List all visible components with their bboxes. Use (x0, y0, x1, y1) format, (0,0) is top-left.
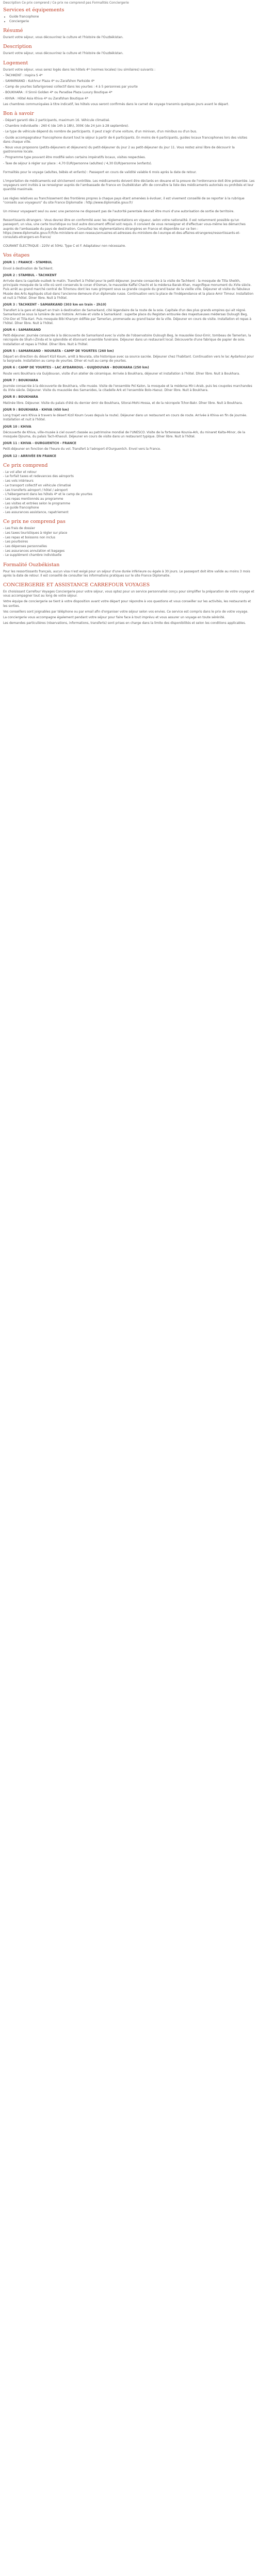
list-item: • Conciergerie (9, 20, 255, 24)
formalities-text: Formalités pour le voyage (adultes, bébés et enfants) : Passeport en cours de validité valable 6 mois après la date de retour. (3, 170, 197, 174)
day-title: JOUR 5 : SAMARKAND - NOURATA - CAMP DE YOURTES (260 km) (3, 349, 114, 353)
list-item: - L'hébergement dans les hôtels 4* et le camp de yourtes (3, 493, 255, 497)
prix-ne-comprend-list (3, 527, 255, 557)
prix-comprend-list (3, 470, 255, 515)
day-text: Arrivée dans la capitale ouzbek le matin. Transfert à l'hôtel pour le petit déjeuner. Journée consacrée à la visite de Tachkent : la mosquée de Tilla Sheikh, principale mosquée de la ville où sont conservés le coran d'Osman, le mausolée Kaffal Chachi et la médersa Barak-Khan, magnifique monument du XVIe siècle. Puis arrêt au grand marché central de Tchorsou dont les rues grimpent sous sa grande coupole du grand bazar de la vieille ville. Déjeuner et visite du fabuleux Musée des Arts Appliqués situé dans l'ancienne demeure d'un diplomate russe. Continuation vers la place de l'Indépendance et la place Amir Timour. Installation et nuit à l'hôtel. Diner libre. Nuit à l'hôtel. (3, 279, 254, 300)
info-line: - Taxe de séjour à régler sur place : 4,70 EUR/personne (adultes) / 4,30 EUR/personne (enfants). (3, 161, 152, 165)
conciergerie-heading: CONCIERGERIE ET ASSISTANCE CARREFOUR VOYAGES (3, 582, 150, 588)
day-title: JOUR 7 : BOUKHARA (3, 378, 38, 382)
prix-comprend-heading: Ce prix comprend (3, 462, 48, 468)
prix-ne-comprend-heading: Ce prix ne comprend pas (3, 519, 66, 525)
list-item: - Les repas mentionnés au programme (3, 497, 255, 501)
medication-text: L'importation de médicaments est strictement contrôlée. Les médicaments doivent être déclarés en douane et la preuve de l'ordonnance doit être présentée. Les voyageurs sont invités à se renseigner auprès de l'ambassade de France en Ouzbékistan afin de connaître la liste des médicaments autorisés ou prohibés et leur quantité maximale. (3, 179, 255, 192)
day-title: JOUR 4 : SAMARKAND (3, 328, 41, 332)
day-title: JOUR 10 : KHIVA (3, 425, 31, 429)
info-line: - Départ garanti dès 2 participants, maximum 16. Véhicule climatisé. (3, 118, 110, 122)
info-line: - Chambre individuelle : 260 € (de 14h à 18h), 300€ (de 24 juin à 28 septembre). (3, 124, 130, 128)
list-item: - Les assurances annulation et bagages (3, 549, 255, 553)
list-item: - Les taxes touristiques à régler sur place (3, 531, 255, 535)
description-heading: Description (3, 44, 32, 50)
foreign-nationals-text: Ressortissants étrangers : Vous devrez être en conformité avec les réglementations en vigueur, selon votre nationalité. Il est notamment possible qu'un passeport, un visa, une carte touristique ou tout autre document officiel soit requis. Il convient de vous renseigner et d'effectuer vous-même les démarches auprès de l'ambassade du pays de destination. Consultez les réglementations étrangères en France et disponible sur ce lien : https://www.diplomatie.gouv.fr/fr/le-ministere-et-son-reseau/annuaires-et-adresses-du-ministere-de-l-europe-et-des-affaires-etrangeres/ressortissants-et-consulats-etrangers-en-france/ (3, 218, 246, 239)
day-title: JOUR 8 : BOUKHARA (3, 395, 38, 399)
list-item: - Les frais de dossier (3, 527, 255, 531)
conciergerie-text: Vos conseillers sont joignables par téléphone ou par email afin d'organiser votre séjour selon vos envies. Ce service est compris dans le prix de votre voyage. (3, 609, 249, 614)
day-text: Matinée libre. Déjeuner. Visite du palais d'été du dernier émir de Boukhara, Sitorai-Mohi-Hossa, et de la nécropole Tchor-Bakr. Dîner libre. Nuit à Boukhara. (3, 401, 243, 405)
formalites-heading: Formalité Ouzbékistan (3, 562, 60, 568)
day-text: Découverte de Khiva, ville-musée à ciel ouvert classée au patrimoine mondial de l'UNESCO. Visite de la forteresse Kounia-Ark, du minaret Kalta-Minor, de la mosquée Djouma, du palais Tach-Khaouli. Déjeuner en cours de visite dans un restaurant typique. Dîner libre. Nuit à l'hôtel. (3, 430, 246, 438)
services-list (3, 15, 255, 24)
list-item: - Le transport collectif en véhicule climatisé (3, 484, 255, 488)
services-heading: Services et équipements (3, 7, 64, 13)
hotel-line: - Camp de yourtes Safarigoroesi collectif dans les yourtes : 4 à 5 personnes par yourte (3, 85, 138, 89)
day-text: Transfert à la gare et départ en train à destination de Samarkand, cité légendaire de la route de la soie. Capitale d'un des plus grands empires qui ait régné. Samarkand se sous la lumière de son histoire. Arrivée et visite à Samarkand : superbe place du Registan entourée des majestueuses médersas Oulough Beg, Chir-Dor et Tilla-Kari. Puis mosquée Bibi Khanym édifiée par Tamerlan, promenade au grand bazar de la ville. Déjeuner en cours de visite. Installation et repas à l'hôtel. Dîner libre. Nuit à l'hôtel. (3, 309, 252, 325)
resume-text: Durant votre séjour, vous découvrirez la culture et l'histoire de l'Ouzbékistan. (3, 36, 123, 40)
description-text: Durant votre séjour, vous découvrirez la culture et l'histoire de l'Ouzbékistan. (3, 52, 123, 56)
list-item: - Les visites et entrées selon le programme (3, 502, 255, 506)
day-title: JOUR 6 : CAMP DE YOURTES - LAC AYDARKOUL - GUIJDOUVAN - BOUKHARA (250 km) (3, 366, 149, 370)
logement-note: Les chambres communiquées à titre indicatif, les hôtels vous seront confirmés dans le carnet de voyage transmis quelques jours avant le départ. (3, 102, 230, 106)
list-item: • Guide francophone (9, 15, 255, 19)
day-text: Petit-déjeuner en fonction de l'heure du vol. Transfert à l'aéroport d'Ourguentch. Envol vers la France. (3, 447, 161, 451)
bon-savoir-heading: Bon à savoir (3, 110, 34, 116)
day-title: JOUR 1 : FRANCE - STAMBUL (3, 261, 53, 265)
list-item: - Le vol aller et retour (3, 470, 255, 474)
trip-page (0, 0, 258, 628)
list-item: - Les dépenses personnelles (3, 545, 255, 549)
list-item: - Les assurances assistance, rapatriement (3, 511, 255, 515)
day-text: Long trajet vers Khiva à travers le désert Kizil Koum (vues depuis la route). Déjeuner dans un restaurant en cours de route. Arrivée à Khiva en fin de journée. Installation et nuit à l'hôtel. (3, 414, 247, 422)
logement-intro: Durant votre séjour, vous serez logés dans les hôtels 4* (normes locales) (ou similaires) suivants : (3, 67, 156, 72)
day-title: JOUR 2 : STAMBUL - TACHKENT (3, 273, 57, 277)
conciergerie-text: Les demandes particulières (réservations, informations, transferts) sont prises en charge dans la limite des disponibilités et selon les conditions applicables. (3, 621, 246, 625)
day-title: JOUR 11 : KHIVA - OURGUENTCH - FRANCE (3, 442, 76, 446)
day-text: Départ en direction du désert Kizil Koum, arrêt à Nourata, site historique avec sa source sacrée. Déjeuner chez l'habitant. Continuation vers le lac Aydarkoul pour la baignade. Installation au camp de yourtes. Dîner et nuit au camp de yourtes. (3, 355, 254, 363)
minor-text: Un mineur voyageant seul ou avec une personne ne disposant pas de l'autorité parentale devrait être muni d'une autorisation de sortie de territoire. (3, 209, 235, 213)
list-item: - Les repas et boissons non inclus (3, 536, 255, 540)
day-title: JOUR 9 : BOUKHARA - KHIVA (450 km) (3, 408, 69, 412)
day-text: Route vers Boukhara via Guijdouvan, visite d'un atelier de céramique. Arrivée à Boukhara, déjeuner et installation à l'hôtel. Dîner libre. Nuit à Boukhara. (3, 371, 240, 376)
resume-heading: Résumé (3, 28, 23, 34)
border-rules-text: Les règles relatives au franchissement des frontières propres à chaque pays étant amenées à évoluer, il est vivement conseillé de se reporter à la rubrique "conseils aux voyageurs" du site France Diplomatie : http://www.diplomatie.gouv.fr/ (3, 196, 245, 205)
hotel-line: - BOUKHARA : Il Sinnii Golden 4* ou Paradise Plaza Luxury Boutique 4* (3, 91, 112, 95)
electricity-text: COURANT ÉLECTRIQUE : 220V et 50Hz. Type C et F. Adaptateur non nécessaire. (3, 244, 126, 248)
day-text: Petit-déjeuner. Journée consacrée à la découverte de Samarkand avec la visite de l'observatoire Oulough Beg, le mausolée Gour-Emir, tombeau de Tamerlan, la nécropole de Shah-i-Zinda et le splendide et étonnant ensemble funéraire. Déjeuner dans un restaurant local. Découverte d'une fabrique de papier de soie. Installation et repas à l'hôtel. Dîner libre. Nuit à l'hôtel. (3, 334, 251, 346)
day-title: JOUR 3 : TACHKENT - SAMARKAND (303 km en train - 2h10) (3, 303, 107, 307)
hotel-line: - TACHKENT : Inspira S 4* (3, 73, 43, 77)
day-text: Journée consacrée à la découverte de Boukhara, ville musée. Visite de l'ensemble Poï Kalon, la mosquée et la médersa Mir-i-Arab, puis les coupoles marchandes du XVIe siècle. Déjeuner. Visite du mausolée des Samanides, la citadelle Ark et l'ensemble Bolo-Haouz. Dîner libre. Nuit à Boukhara. (3, 384, 252, 393)
info-line: - Programme type pouvant être modifié selon certains impératifs locaux, visites respectées. (3, 156, 146, 160)
logement-heading: Logement (3, 60, 28, 66)
day-title: JOUR 12 : ARRIVÉE EN FRANCE (3, 454, 56, 458)
info-line: - Nous vous proposons (petits-déjeuners et déjeuners) du petit-déjeuner du jour 2 au petit-déjeuner du jour 11. Vous restez ainsi libre de découvrir la gastronomie locale. (3, 145, 235, 154)
list-item: - Les pourboires (3, 540, 255, 544)
conciergerie-text: En choisissant Carrefour Voyages Conciergerie pour votre séjour, vous optez pour un service personnalisé conçu pour simplifier la préparation de votre voyage et vous accompagner tout au long de votre séjour. (3, 590, 254, 598)
list-item: - Le forfait taxes et redevances des aéroports (3, 474, 255, 479)
info-line: - Guide accompagnateur francophone durant tout le séjour à partir de 6 participants. En moins de 6 participants, guides locaux francophones lors des visites dans chaque ville. (3, 135, 248, 144)
etapes-heading: Vos étapes (3, 252, 30, 259)
conciergerie-text: Votre équipe de conciergerie se tient à votre disposition avant votre départ pour répondre à vos questions et vous conseiller sur les activités, les restaurants et les sorties. (3, 600, 251, 608)
itinerary (3, 261, 255, 458)
list-item: - Les vols intérieurs (3, 479, 255, 483)
conciergerie-text: La conciergerie vous accompagne également pendant votre séjour pour faire face à tout imprévu et vous assurer un voyage en toute sérénité. (3, 616, 225, 620)
hotel-line: - SAMARKAND : Kukhnur Plaza 4* ou Zarafshon Parkside 4* (3, 79, 95, 83)
list-item: - Le supplément chambre individuelle (3, 553, 255, 557)
list-item: - Le guide francophone (3, 506, 255, 510)
top-description-line: Description Ce prix comprend / Ce prix ne comprend pas Formalités Conciergerie (3, 1, 129, 5)
info-line: - Le type de véhicule dépend du nombre de participants. Il peut s'agir d'une voiture, d'un minivan, d'un minibus ou d'un bus. (3, 130, 197, 134)
formalites-text: Pour les ressortissants français, aucun visa n'est exigé pour un séjour d'une durée inférieure ou égale à 30 jours. Le passeport doit être valide au moins 3 mois après la date de retour. Il est conseillé de consulter les informations pratiques sur le site France Diplomatie. (3, 569, 250, 578)
list-item: - Les transferts aéroport / hôtel / aéroport (3, 488, 255, 493)
hotel-line: - KHIVA : Hôtel Asia Khiva 4* ou Zarafshan Boutique 4* (3, 96, 88, 100)
day-text: Envol à destination de Tachkent. (3, 266, 54, 270)
